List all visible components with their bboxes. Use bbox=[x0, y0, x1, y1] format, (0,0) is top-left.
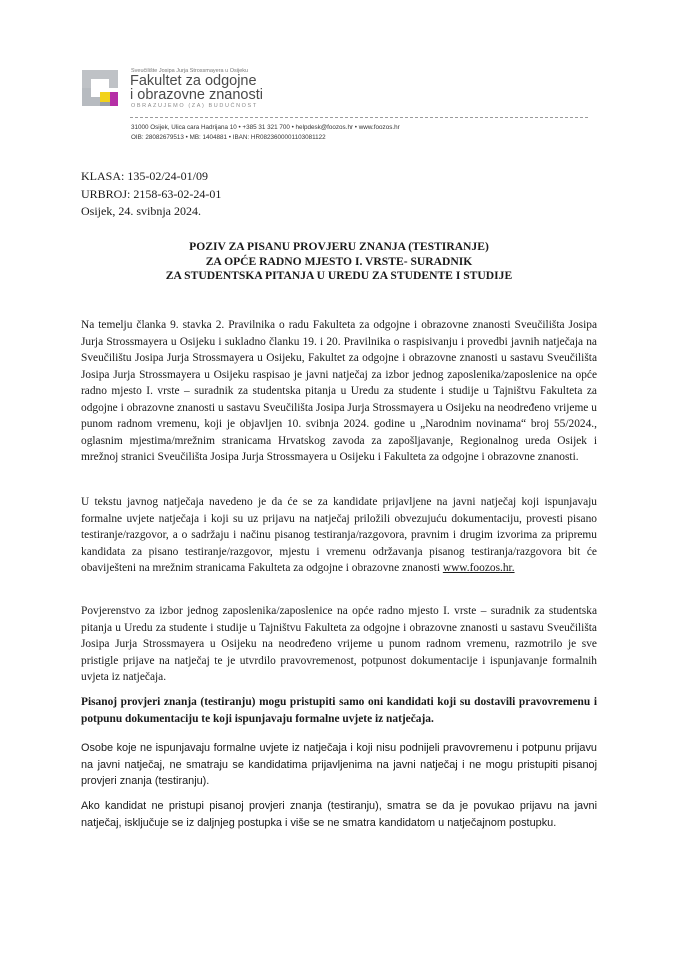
website-link[interactable]: www.foozos.hr. bbox=[442, 562, 515, 574]
paragraph-absence: Ako kandidat ne pristupi pisanoj provjeri znanja (testiranju), smatra se da je povukao prijavu na javni natječaj, isključuje se iz daljnjeg postupka i više se ne smatra kandidatom u natječajnom postupku. bbox=[81, 800, 597, 829]
logo-yellow-block bbox=[100, 92, 110, 102]
faculty-name-line-2: i obrazovne znanosti bbox=[130, 87, 263, 103]
paragraph-committee: Povjerenstvo za izbor jednog zaposlenika/zaposlenice na opće radno mjesto I. vrste – suradnik za studentska pitanja u Uredu za studente i studije u Tajništvu Fakulteta za odgojne i obrazovne znanosti u sastavu Sveučilišta Josipa Jurja Strossmayera u Osijeku na neodređeno vrijeme u punom radnom vremenu, razmotrilo je sve pristigle prijave na natječaj te je utvrdilo pravovremenost, potpunost dokumentacije i ispunjavanje formalnih uvjeta iz natječaja. bbox=[81, 605, 597, 683]
title-line-2: ZA OPĆE RADNO MJESTO I. VRSTE- SURADNIK bbox=[205, 254, 473, 268]
paragraph-legal-basis: Na temelju članka 9. stavka 2. Pravilnika o radu Fakulteta za odgojne i obrazovne znanosti Sveučilišta Josipa Jurja Strossmayera u Osijeku i sukladno članku 19. i 20. Pravilnika o raspisivanju i provedbi javnih natječaja na Sveučilištu Josipa Jurja Strossmayera u Osijeku, Fakultet za odgojne i obrazovne znanosti u sastavu Sveučilišta Josipa Jurja Strossmayera u Osijeku raspisao je javni natječaj za izbor jednog zaposlenika/zaposlenice na opće radno mjesto I. vrste – suradnik za studentska pitanja u Uredu za studente i studije u Tajništvu Fakulteta za odgojne i obrazovne znanosti u sastavu Sveučilišta Josipa Jurja Strossmayera u Osijeku na neodređeno vrijeme u punom radnom vremenu, koji je objavljen 10. svibnja 2024. godine u „Narodnim novinama“ broj 55/2024., oglasnim mjestima/mrežnim stranicama Hrvatskog zavoda za zapošljavanje, Regionalnog ureda Osijek i mrežnoj stranici Sveučilišta Josipa Jurja Strossmayera u Osijeku i Fakulteta za odgojne i obrazovne znanosti. bbox=[81, 319, 597, 463]
faculty-name-line-1: Fakultet za odgojne bbox=[130, 73, 257, 89]
contact-ids-line: OIB: 28082679513 • MB: 1404881 • IBAN: HR0823600001103081122 bbox=[131, 134, 326, 141]
urbroj-number: URBROJ: 2158-63-02-24-01 bbox=[81, 186, 222, 201]
faculty-motto: OBRAZUJEMO (ZA) BUDUĆNOST bbox=[131, 103, 258, 109]
paragraph-non-candidates: Osobe koje ne ispunjavaju formalne uvjete iz natječaja i koji nisu podnijeli pravovremenu i potpunu prijavu na javni natječaj, ne smatraju se kandidatima prijavljenima na javni natječaj i ne mogu pristupiti pisanoj provjeri znanja (testiranju). bbox=[81, 742, 597, 787]
contact-address-line: 31000 Osijek, Ulica cara Hadrijana 10 • +385 31 321 700 • helpdesk@foozos.hr • www.foozos.hr bbox=[131, 124, 400, 131]
title-line-1: POZIV ZA PISANU PROVJERU ZNANJA (TESTIRANJE) bbox=[189, 240, 489, 253]
paragraph-eligibility-bold: Pisanoj provjeri znanja (testiranju) mogu pristupiti samo oni kandidati koji su dostavili pravovremenu i potpunu dokumentaciju te koji ispunjavaju formalne uvjete iz natječaja. bbox=[81, 696, 597, 725]
faculty-name bbox=[130, 74, 263, 102]
document-title bbox=[81, 240, 597, 284]
logo-purple-block bbox=[110, 92, 118, 106]
reference-block bbox=[81, 168, 221, 221]
letterhead-divider bbox=[130, 117, 588, 118]
logo-gray-strip bbox=[100, 102, 110, 106]
place-date: Osijek, 24. svibnja 2024. bbox=[81, 204, 201, 218]
paragraph-testing-notice-text: U tekstu javnog natječaja navedeno je da će se za kandidate prijavljene na javni natječaj koji ispunjavaju formalne uvjete natječaja i koji su uz prijavu na natječaj priložili obvezujuću dokumentaciju, provesti pisano testiranje/razgovor, a o sadržaju i načinu pisanog testiranja/razgovora, pravnim i drugim izvorima za pripremu kandidata za pisano testiranje/razgovor, mjestu i vremenu održavanja pisanog testiranja/razgovora bit će obaviješteni na mrežnim stranicama Fakulteta za odgojne i obrazovne znanosti bbox=[81, 496, 597, 574]
title-line-3: ZA STUDENTSKA PITANJA U UREDU ZA STUDENTE I STUDIJE bbox=[165, 269, 513, 282]
university-name: Sveučilište Josipa Jurja Strossmayera u Osijeku bbox=[131, 68, 249, 74]
klasa-number: KLASA: 135-02/24-01/09 bbox=[81, 169, 208, 183]
paragraph-testing-notice bbox=[81, 494, 597, 577]
faculty-logo bbox=[82, 70, 118, 106]
